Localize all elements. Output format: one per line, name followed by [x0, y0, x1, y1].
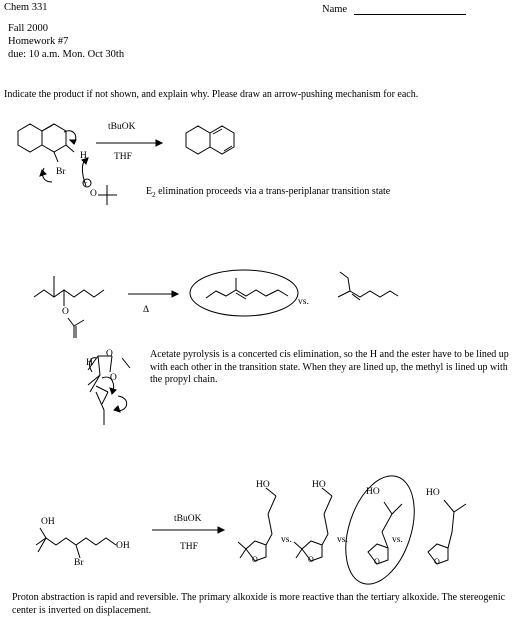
thf-product-3: [368, 502, 402, 564]
thf-product-1: [238, 488, 276, 561]
circled-product-3: [333, 467, 427, 593]
name-label: Name: [322, 4, 348, 15]
p1-charge: −: [83, 178, 88, 187]
p1-explanation: $E_2$ elimination proceeds via a trans-periplanar transition state: [146, 186, 391, 199]
p2-ts-o2: O: [110, 373, 117, 383]
p3-o-3: O: [374, 557, 380, 566]
alkene-product-2: [338, 272, 398, 300]
circled-product: [190, 270, 298, 316]
p3-ho-4: HO: [426, 488, 440, 498]
octalin-product: [186, 126, 234, 154]
p1-br-label: Br: [56, 167, 66, 177]
p3-br: Br: [74, 558, 84, 568]
term-label: Fall 2000: [8, 23, 48, 34]
bromodiol-substrate: [36, 528, 116, 558]
p3-ho-2: HO: [312, 480, 326, 490]
due-label: due: 10 a.m. Mon. Oct 30th: [8, 49, 125, 60]
decalin-reactant: [18, 124, 76, 182]
p1-reagent: tBuOK: [108, 122, 136, 132]
acetate-substrate: [34, 276, 104, 338]
thf-product-2: [294, 488, 332, 561]
p2-vs: vs.: [298, 297, 309, 307]
instructions: Indicate the product if not shown, and explain why. Please draw an arrow-pushing mechanism for each.: [4, 89, 419, 100]
p3-ho-3: HO: [366, 487, 380, 497]
p3-oh-2: OH: [116, 541, 130, 551]
tert-butoxide: [83, 179, 117, 205]
p2-ts-h: H: [86, 358, 93, 368]
p3-solvent: THF: [180, 542, 198, 552]
p3-vs-1: vs.: [281, 535, 292, 545]
p3-o-4: O: [434, 557, 440, 566]
p2-o-label: O: [62, 307, 69, 317]
course-label: Chem 331: [4, 2, 48, 13]
p1-o-label: O: [90, 189, 97, 199]
homework-label: Homework #7: [8, 36, 69, 47]
p3-oh-1: OH: [41, 517, 55, 527]
p2-heat: Δ: [143, 305, 150, 315]
p3-o-1: O: [252, 555, 258, 564]
p3-ho-1: HO: [256, 480, 270, 490]
p1-solvent: THF: [114, 152, 132, 162]
p1-h-label: H: [80, 151, 87, 161]
thf-product-4: [428, 500, 466, 564]
alkene-product-1: [206, 278, 288, 299]
p2-ts-o1: O: [106, 349, 113, 359]
p3-explanation: Proton abstraction is rapid and reversible. The primary alkoxide is more reactive than the tertiary alkoxide. The stereogenic center is inverted on displacement.: [12, 592, 506, 616]
acetate-transition-state: [88, 356, 130, 425]
p3-o-2: O: [308, 555, 314, 564]
p3-vs-3: vs.: [392, 535, 403, 545]
p3-reagent: tBuOK: [174, 514, 202, 524]
p2-explanation: Acetate pyrolysis is a concerted cis elimination, so the H and the ester have to be lined up with each other in the transition state. When they are lined up, the methyl is lined up with the propyl chain.: [150, 349, 509, 385]
p3-vs-2: vs.: [337, 535, 348, 545]
